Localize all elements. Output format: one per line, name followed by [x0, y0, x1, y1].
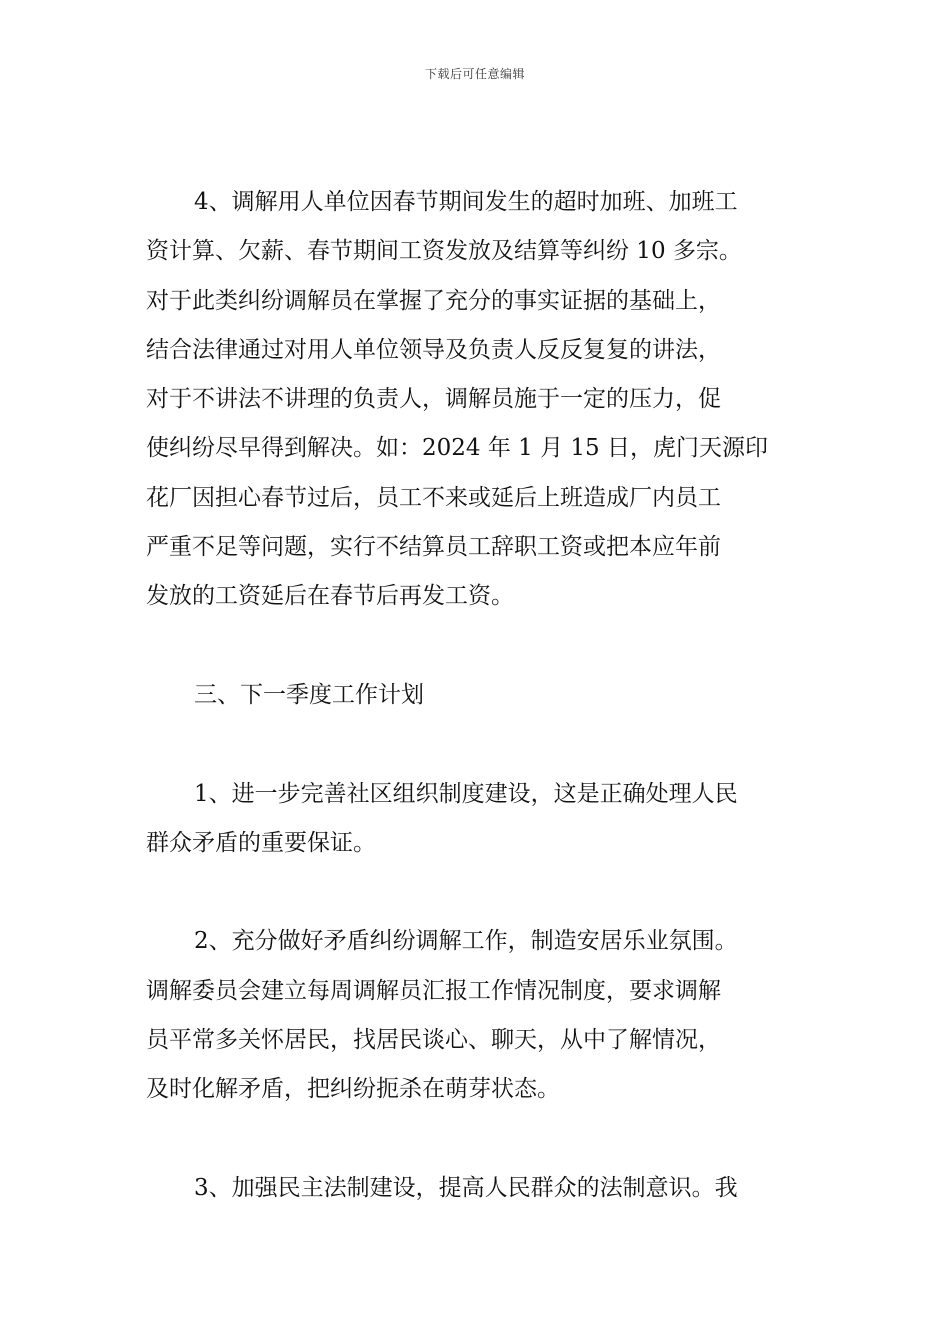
section-heading: 三、下一季度工作计划: [194, 681, 424, 708]
text-line: 调解委员会建立每周调解员汇报工作情况制度，要求调解: [146, 977, 721, 1004]
text-line: 结合法律通过对用人单位领导及负责人反反复复的讲法，: [146, 336, 721, 363]
paragraph-spacer: [146, 720, 806, 769]
text-line: 及时化解矛盾，把纠纷扼杀在萌芽状态。: [146, 1076, 560, 1103]
text-line: 资计算、欠薪、春节期间工资发放及结算等纠纷 10 多宗。: [146, 238, 742, 265]
document-body: [146, 178, 806, 1213]
paragraph-mediation-4: [146, 178, 806, 622]
paragraph-spacer: [146, 868, 806, 917]
text-line: 2、充分做好矛盾纠纷调解工作，制造安居乐业氛围。: [194, 928, 738, 955]
paragraph-plan-3: [146, 1164, 806, 1213]
paragraph-spacer: [146, 1115, 806, 1164]
text-line: 对于此类纠纷调解员在掌握了充分的事实证据的基础上，: [146, 287, 721, 314]
text-line: 对于不讲法不讲理的负责人，调解员施于一定的压力，促: [146, 386, 721, 413]
text-line: 4、调解用人单位因春节期间发生的超时加班、加班工: [194, 189, 738, 215]
text-line: 1、进一步完善社区组织制度建设，这是正确处理人民: [194, 780, 738, 807]
text-line: 群众矛盾的重要保证。: [146, 829, 376, 856]
page-header-note: 下载后可任意编辑: [424, 67, 525, 81]
paragraph-plan-1: [146, 770, 806, 869]
text-line: 3、加强民主法制建设，提高人民群众的法制意识。我: [194, 1174, 738, 1201]
text-line: 员平常多关怀居民，找居民谈心、聊天，从中了解情况，: [146, 1027, 721, 1054]
section-heading-next-quarter-plan: [146, 671, 806, 720]
paragraph-plan-2: [146, 917, 806, 1114]
text-line: 使纠纷尽早得到解决。如：2024 年 1 月 15 日，虎门天源印: [146, 435, 768, 462]
text-line: 严重不足等问题，实行不结算员工辞职工资或把本应年前: [146, 534, 721, 561]
text-line: 发放的工资延后在春节后再发工资。: [146, 583, 514, 610]
text-line: 花厂因担心春节过后，员工不来或延后上班造成厂内员工: [146, 484, 721, 511]
paragraph-spacer: [146, 622, 806, 671]
